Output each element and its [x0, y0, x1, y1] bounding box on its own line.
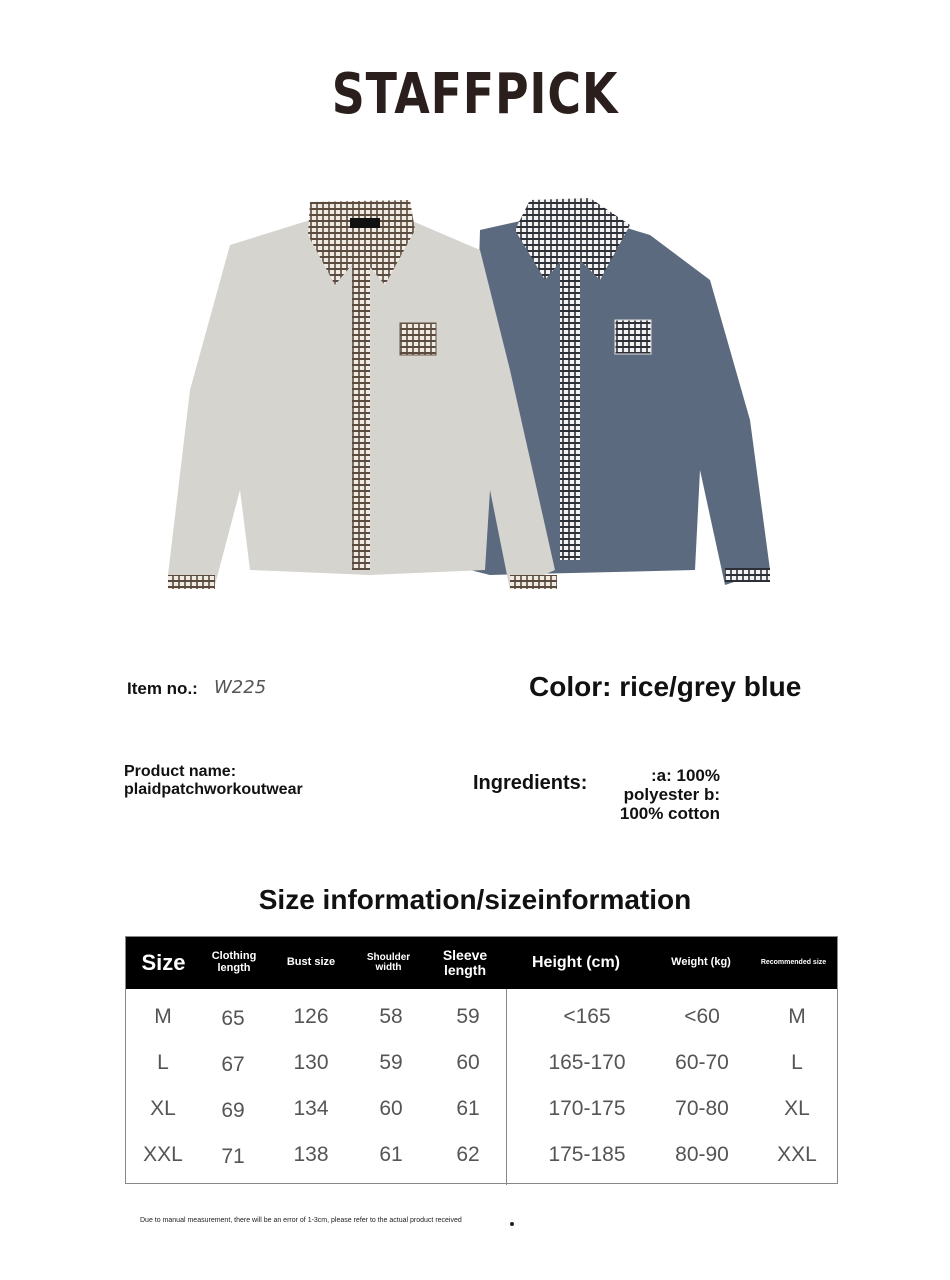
- header-clothing-length: Clothing length: [211, 950, 257, 974]
- item-number-value: W225: [214, 677, 267, 698]
- table-cell: <165: [563, 1005, 611, 1028]
- table-cell: 58: [379, 1005, 403, 1028]
- table-cell: 130: [293, 1051, 329, 1074]
- table-cell: 60: [379, 1097, 403, 1120]
- table-cell: XL: [150, 1097, 176, 1120]
- table-cell: XXL: [143, 1143, 183, 1166]
- header-size: Size: [141, 950, 186, 976]
- table-cell: 70-80: [675, 1097, 729, 1120]
- header-weight: Weight (kg): [671, 956, 731, 969]
- table-cell: 138: [293, 1143, 329, 1166]
- product-name-value: plaidpatchworkoutwear: [124, 781, 303, 798]
- table-cell: 170-175: [548, 1097, 626, 1120]
- table-cell: 67: [221, 1053, 245, 1076]
- table-cell: 62: [456, 1143, 480, 1166]
- header-recommended-size: Recommended size: [760, 959, 827, 967]
- ingredients-line: polyester b:: [623, 785, 720, 804]
- table-cell: 61: [456, 1097, 480, 1120]
- table-cell: M: [154, 1005, 172, 1028]
- table-cell: XXL: [777, 1143, 817, 1166]
- table-cell: 59: [379, 1051, 403, 1074]
- header-sleeve-length: Sleeve length: [442, 947, 488, 978]
- table-cell: L: [791, 1051, 803, 1074]
- table-cell: 165-170: [548, 1051, 626, 1074]
- table-cell: 59: [456, 1005, 480, 1028]
- table-cell: 126: [293, 1005, 329, 1028]
- header-shoulder-width: Shoulder width: [366, 951, 411, 973]
- table-cell: 80-90: [675, 1143, 729, 1166]
- ingredients-line: :a: 100%: [651, 766, 720, 785]
- table-cell: 60: [456, 1051, 480, 1074]
- product-photo: [160, 190, 780, 600]
- brand-logo: STAFFPICK: [331, 62, 619, 127]
- measurement-footnote: Due to manual measurement, there will be an error of 1-3cm, please refer to the actual product received: [140, 1217, 462, 1224]
- table-cell: 134: [293, 1097, 329, 1120]
- table-cell: 60-70: [675, 1051, 729, 1074]
- header-bust-size: Bust size: [286, 956, 336, 969]
- ingredients-label: Ingredients:: [473, 772, 588, 794]
- ingredients-value: [600, 766, 720, 823]
- table-cell: 175-185: [548, 1143, 626, 1166]
- product-name-label: Product name:: [124, 763, 237, 780]
- table-cell: 71: [221, 1145, 245, 1168]
- item-number-label: Item no.:: [127, 679, 198, 698]
- size-table: [125, 936, 838, 1184]
- footnote-dot: [510, 1222, 514, 1226]
- table-cell: 69: [221, 1099, 245, 1122]
- ingredients-line: 100% cotton: [619, 804, 720, 823]
- color-line: Color: rice/grey blue: [529, 671, 802, 702]
- table-cell: <60: [684, 1005, 720, 1028]
- header-height: Height (cm): [532, 953, 620, 971]
- table-cell: XL: [784, 1097, 810, 1120]
- table-cell: 65: [221, 1007, 245, 1030]
- table-cell: L: [157, 1051, 169, 1074]
- table-cell: M: [788, 1005, 806, 1028]
- size-table-header: [126, 937, 837, 989]
- table-cell: 61: [379, 1143, 403, 1166]
- size-info-title: Size information/sizeinformation: [258, 884, 692, 915]
